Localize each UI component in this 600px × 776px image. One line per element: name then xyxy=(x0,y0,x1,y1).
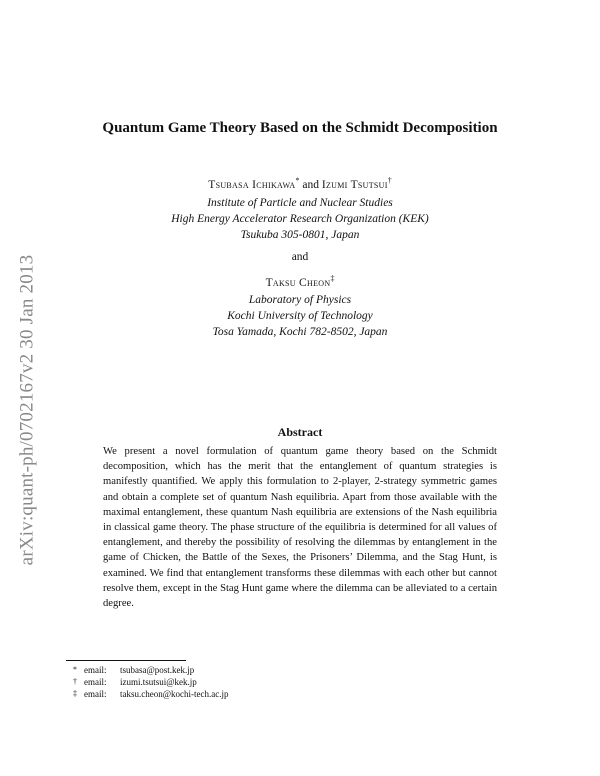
footnote-email: tsubasa@post.kek.jp xyxy=(120,665,195,675)
affiliation-line: Kochi University of Technology xyxy=(227,310,373,322)
footnote-mark: ‡ xyxy=(73,689,77,698)
affiliation-line: Tsukuba 305-0801, Japan xyxy=(240,229,360,241)
footnote-mark: † xyxy=(73,677,77,686)
author-name: Taksu Cheon xyxy=(265,276,331,289)
footnote-mark: * xyxy=(73,665,77,674)
affiliation-1 xyxy=(0,195,600,243)
footnote-mark: * xyxy=(295,176,300,185)
author-conjunction: and xyxy=(302,178,319,191)
footnote-label: email: xyxy=(84,689,107,699)
footnote-mark: ‡ xyxy=(330,274,335,283)
footnote-label: email: xyxy=(84,665,107,675)
affiliation-line: Tosa Yamada, Kochi 782-8502, Japan xyxy=(212,326,388,338)
footnote xyxy=(66,664,229,676)
arxiv-stamp-text: arXiv:quant-ph/0702167v2 30 Jan 2013 xyxy=(16,254,38,566)
footnote-email: izumi.tsutsui@kek.jp xyxy=(120,677,197,687)
affiliation-line: High Energy Accelerator Research Organization (KEK) xyxy=(171,213,429,225)
author-name: Izumi Tsutsui xyxy=(321,178,388,191)
affiliation-2 xyxy=(0,292,600,340)
author-line-1 xyxy=(0,176,600,191)
affiliation-line: Laboratory of Physics xyxy=(248,294,352,306)
author-line-2 xyxy=(0,274,600,289)
paper-title: Quantum Game Theory Based on the Schmidt Decomposition xyxy=(102,120,498,136)
footnote-rule xyxy=(66,660,186,661)
footnote-email: taksu.cheon@kochi-tech.ac.jp xyxy=(120,689,229,699)
footnote xyxy=(66,688,229,700)
footnotes xyxy=(66,664,229,700)
author-name: Tsubasa Ichikawa xyxy=(208,178,296,191)
abstract-heading: Abstract xyxy=(277,425,323,439)
footnote xyxy=(66,676,229,688)
footnote-label: email: xyxy=(84,677,107,687)
and-separator: and xyxy=(291,251,309,263)
footnote-mark: † xyxy=(387,176,392,185)
abstract-body: We present a novel formulation of quantum game theory based on the Schmidt decomposition, which has the merit that the entanglement of quantum strategies is manifestly quantified. We apply this formulation to 2-player, 2-strategy symmetric games and obtain a complete set of quantum Nash equilibria. Apart from those available with the maximal entanglement, these quantum Nash equilibria are extensions of the Nash equilibria in classical game theory. The phase structure of the equilibria is determined for all values of entanglement, and thereby the possibility of resolving the dilemmas by entanglement in the game of Chicken, the Battle of the Sexes, the Prisoners’ Dilemma, and the Stag Hunt, is examined. We find that entanglement transforms these dilemmas with each other but cannot resolve them, except in the Stag Hunt game where the dilemma can be alleviated to a certain degree. xyxy=(103,446,497,610)
affiliation-line: Institute of Particle and Nuclear Studies xyxy=(207,197,393,209)
